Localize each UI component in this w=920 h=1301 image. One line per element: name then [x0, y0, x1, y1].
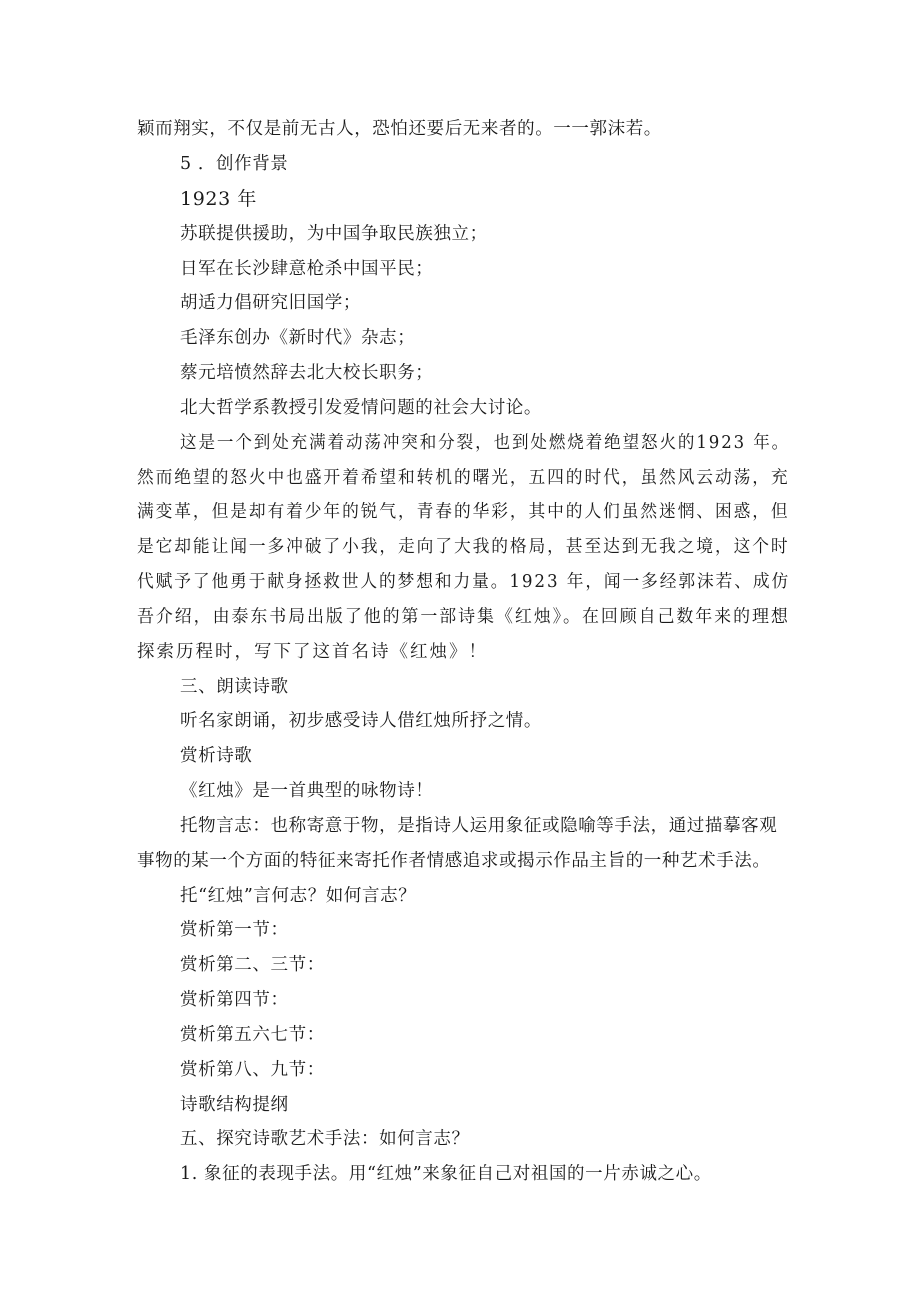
- section-5b-heading: 五、探究诗歌艺术手法：如何言志？: [180, 1129, 470, 1149]
- background-paragraph-line: 这是一个到处充满着动荡冲突和分裂，也到处燃烧着绝望怒火的1923 年。: [180, 433, 791, 453]
- point-1: 1. 象征的表现手法。用“红烛”来象征自己对祖国的一片赤诚之心。: [180, 1164, 712, 1184]
- analysis-item: 赏析第五六七节：: [180, 1025, 325, 1045]
- section-3-text: 听名家朗诵，初步感受诗人借红烛所抒之情。: [180, 711, 542, 731]
- analysis-item: 赏析第一节：: [180, 920, 289, 940]
- analysis-item: 赏析第二、三节：: [180, 955, 325, 975]
- background-paragraph-line: 然而绝望的怒火中也盛开着希望和转机的曙光，五四的时代，虽然风云动荡，充: [137, 468, 790, 488]
- outline-heading: 诗歌结构提纲: [180, 1095, 289, 1115]
- background-paragraph-line: 是它却能让闻一多冲破了小我，走向了大我的格局，甚至达到无我之境，这个时: [137, 537, 790, 557]
- definition-line: 事物的某一个方面的特征来寄托作者情感追求或揭示作品主旨的一种艺术手法。: [137, 851, 771, 871]
- event-item: 苏联提供援助，为中国争取民族独立；: [180, 224, 488, 244]
- year-heading: 1923 年: [180, 188, 257, 210]
- analysis-item: 赏析第四节：: [180, 990, 289, 1010]
- event-item: 蔡元培愤然辞去北大校长职务；: [180, 363, 434, 383]
- background-paragraph-line: 探索历程时，写下了这首名诗《红烛》！: [137, 642, 488, 662]
- section-5-heading: 5 ．创作背景: [180, 154, 289, 174]
- background-paragraph-line: 吾介绍，由泰东书局出版了他的第一部诗集《红烛》。在回顾自己数年来的理想: [137, 607, 790, 627]
- appreciate-heading: 赏析诗歌: [180, 746, 253, 766]
- background-paragraph-line: 代赋予了他勇于献身拯救世人的梦想和力量。1923 年，闻一多经郭沫若、成仿: [137, 572, 791, 592]
- event-item: 日军在长沙肆意枪杀中国平民；: [180, 259, 434, 279]
- quote-tail: 颖而翔实，不仅是前无古人，恐怕还要后无来者的。一一郭沫若。: [137, 119, 662, 139]
- event-item: 胡适力倡研究旧国学；: [180, 293, 361, 313]
- section-3-heading: 三、朗读诗歌: [180, 677, 289, 697]
- poem-type: 《红烛》是一首典型的咏物诗！: [180, 781, 434, 801]
- definition-line: 托物言志：也称寄意于物，是指诗人运用象征或隐喻等手法，通过描摹客观: [180, 816, 778, 836]
- background-paragraph-line: 满变革，但是却有着少年的锐气，青春的华彩，其中的人们虽然迷惘、困惑，但: [137, 502, 790, 522]
- event-item: 毛泽东创办《新时代》杂志；: [180, 328, 416, 348]
- question: 托“红烛”言何志？如何言志？: [180, 886, 417, 906]
- analysis-item: 赏析第八、九节：: [180, 1060, 325, 1080]
- event-item: 北大哲学系教授引发爱情问题的社会大讨论。: [180, 398, 542, 418]
